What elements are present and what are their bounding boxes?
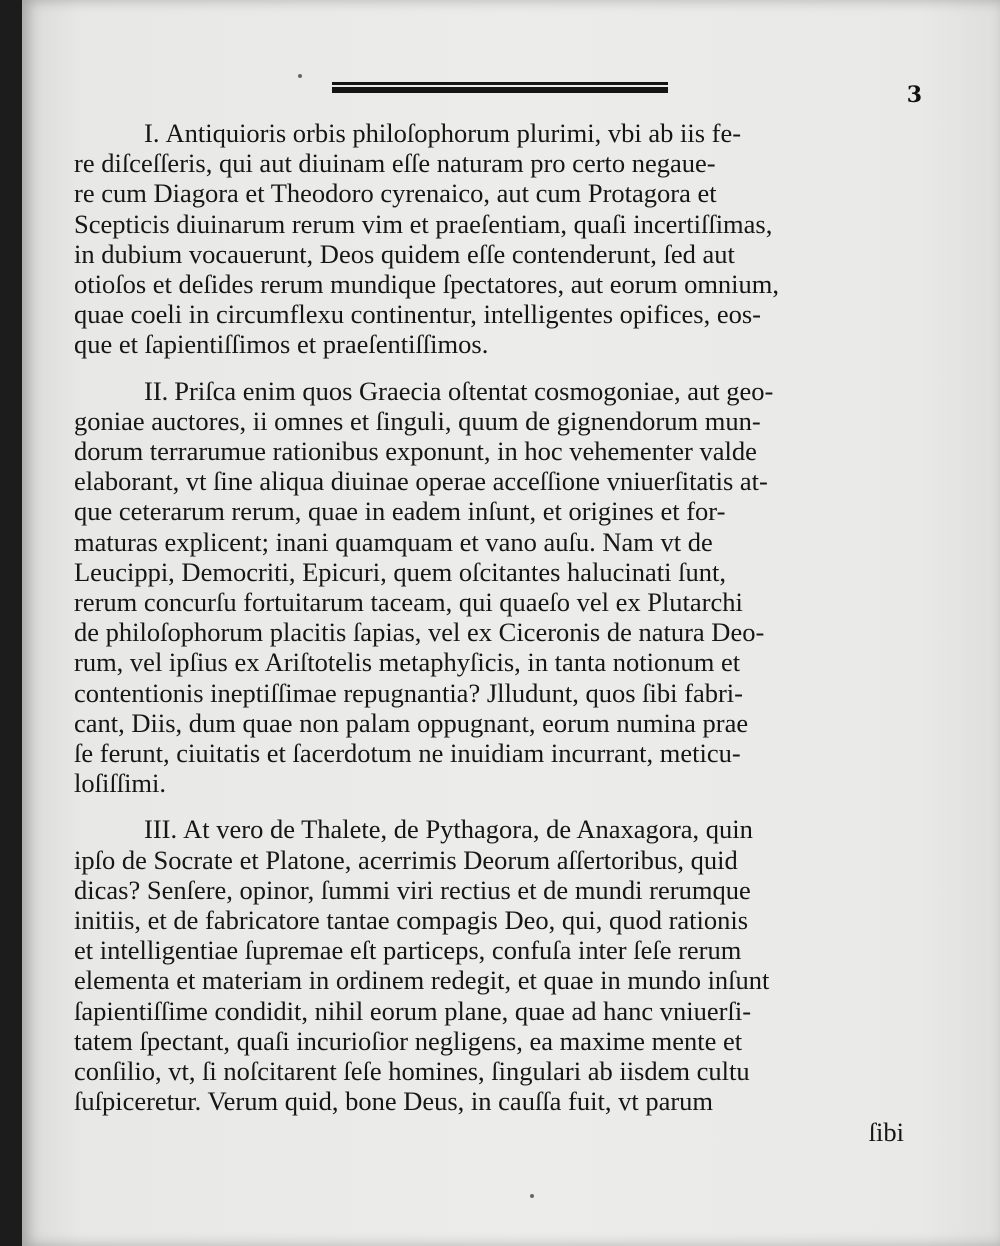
- text-line: re diſceſſeris, qui aut diuinam eſſe naturam pro certo negaue-: [74, 148, 716, 179]
- text-line: dicas? Senſere, opinor, ſummi viri rectius et de mundi rerumque: [74, 874, 751, 905]
- book-page: [22, 0, 1000, 1246]
- text-line: rerum concurſu fortuitarum taceam, qui quaeſo vel ex Plutarchi: [74, 587, 743, 618]
- text-line: ſe ferunt, ciuitatis et ſacerdotum ne inuidiam incurrant, meticu-: [74, 738, 741, 769]
- text-line: II. Priſca enim quos Graecia oſtentat cosmogoniae, aut geo-: [144, 375, 774, 406]
- text-line: rum, vel ipſius ex Ariſtotelis metaphyſicis, in tanta notionum et: [74, 647, 741, 678]
- text-line: dorum terrarumue rationibus exponunt, in hoc vehementer valde: [74, 436, 757, 467]
- rule-thin-line: [332, 82, 668, 85]
- text-line: et intelligentiae ſupremae eſt particeps, confuſa inter ſeſe rerum: [74, 935, 742, 966]
- text-line: Scepticis diuinarum rerum vim et praeſentiam, quaſi incertiſſimas,: [74, 208, 773, 239]
- text-line: Leucippi, Democriti, Epicuri, quem oſcitantes halucinati ſunt,: [74, 556, 727, 587]
- text-line: loſiſſimi.: [74, 768, 167, 799]
- body-text: [74, 118, 904, 1147]
- text-line: III. At vero de Thalete, de Pythagora, de Anaxagora, quin: [144, 814, 753, 845]
- text-line: ſuſpiceretur. Verum quid, bone Deus, in cauſſa fuit, vt parum: [74, 1086, 714, 1117]
- text-line: que et ſapientiſſimos et praeſentiſſimos.: [74, 329, 489, 360]
- text-line: I. Antiquioris orbis philoſophorum plurimi, vbi ab iis fe-: [144, 118, 742, 148]
- text-line: ipſo de Socrate et Platone, acerrimis Deorum aſſertoribus, quid: [74, 844, 738, 875]
- text-line: contentionis ineptiſſimae repugnantia? Jlludunt, quos ſibi fabri-: [74, 677, 743, 708]
- text-line: de philoſophorum placitis ſapias, vel ex Ciceronis de natura Deo-: [74, 617, 765, 648]
- text-line: ſapientiſſime condidit, nihil eorum plane, quae ad hanc vniuerſi-: [74, 995, 752, 1026]
- text-line: initiis, et de fabricatore tantae compagis Deo, qui, quod rationis: [74, 905, 749, 936]
- rule-thick-line: [332, 87, 668, 93]
- section-numeral: I.: [144, 118, 160, 148]
- text-line: que ceterarum rerum, quae in eadem inſunt, et origines et for-: [74, 496, 726, 527]
- ink-speck: [298, 74, 302, 78]
- paragraph-1: [74, 118, 904, 360]
- section-numeral: III.: [144, 814, 178, 845]
- text-line: maturas explicent; inani quamquam et vano auſu. Nam vt de: [74, 526, 713, 557]
- text-line: goniae auctores, ii omnes et ſinguli, quum de gignendorum mun-: [74, 405, 761, 436]
- text-line: conſilio, vt, ſi noſcitarent ſeſe homines, ſingulari ab iisdem cultu: [74, 1056, 750, 1087]
- catchword: ſibi: [868, 1116, 904, 1147]
- text-line: elementa et materiam in ordinem redegit, et quae in mundo inſunt: [74, 965, 770, 996]
- ink-speck: [530, 1194, 534, 1198]
- text-line: otioſos et deſides rerum mundique ſpectatores, aut eorum omnium,: [74, 269, 780, 300]
- paragraph-2: [74, 376, 904, 799]
- text-line: re cum Diagora et Theodoro cyrenaico, aut cum Protagora et: [74, 178, 717, 209]
- page-number: 3: [906, 82, 922, 108]
- text-line: elaborant, vt ſine aliqua diuinae operae acceſſione vniuerſitatis at-: [74, 466, 768, 497]
- text-line: in dubium vocauerunt, Deos quidem eſſe contenderunt, ſed aut: [74, 238, 735, 269]
- text-line: cant, Diis, dum quae non palam oppugnant, eorum numina prae: [74, 707, 749, 738]
- header-rule: [332, 80, 668, 94]
- paragraph-3: [74, 814, 904, 1146]
- text-line: quae coeli in circumflexu continentur, intelligentes opifices, eos-: [74, 299, 761, 330]
- text-line: tatem ſpectant, quaſi incurioſior negligens, ea maxime mente et: [74, 1025, 743, 1056]
- section-numeral: II.: [144, 375, 169, 406]
